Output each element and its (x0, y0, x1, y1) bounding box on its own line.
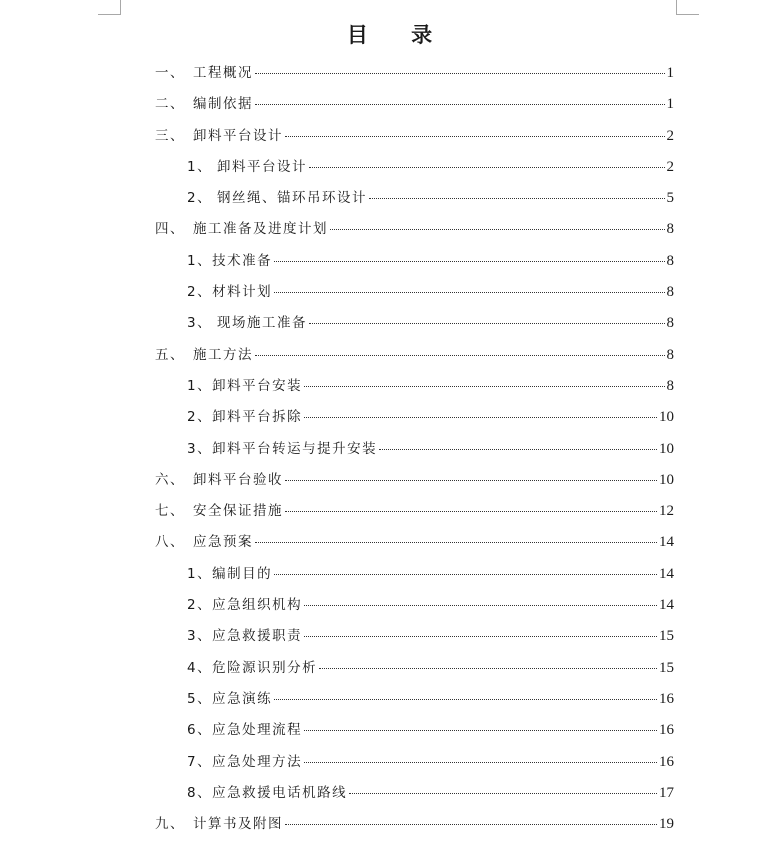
toc-entry-label: 应急组织机构 (212, 597, 303, 614)
toc-entry-page-number: 19 (659, 816, 674, 833)
toc-entry-label: 施工准备及进度计划 (193, 221, 328, 238)
toc-entry-label: 卸料平台设计 (217, 158, 307, 175)
toc-entry-page-number: 14 (659, 597, 674, 614)
toc-entry-number: 六、 (155, 471, 185, 488)
toc-entry-label: 安全保证措施 (193, 503, 283, 520)
toc-entry-page-number: 8 (666, 315, 674, 332)
toc-entry-number: 3、 (187, 440, 213, 457)
toc-entry-label: 钢丝绳、锚环吊环设计 (217, 190, 367, 207)
toc-entry-number: 2、 (187, 190, 213, 207)
toc-entry-number: 4、 (187, 659, 213, 676)
toc-entry-page-number: 16 (659, 690, 674, 707)
toc-entry-page-number: 14 (659, 534, 674, 551)
toc-entry-page-number: 8 (666, 221, 674, 238)
toc-entry-label: 应急预案 (193, 534, 253, 551)
toc-entry-number: 1、 (187, 377, 213, 394)
toc-entry-number: 2、 (187, 409, 213, 426)
toc-entry-label: 应急处理方法 (212, 753, 303, 770)
dot-leader (285, 511, 657, 512)
toc-entry-number: 1、 (187, 158, 213, 175)
toc-entry-page-number: 1 (666, 65, 674, 81)
toc-entry-label: 应急救援职责 (212, 628, 303, 645)
toc-entry-number: 1、 (187, 565, 213, 582)
toc-entry[interactable] (155, 778, 674, 809)
toc-entry-label: 应急处理流程 (212, 722, 303, 739)
dot-leader (304, 417, 657, 418)
toc-entry-number: 7、 (187, 753, 213, 770)
toc-entry-number: 九、 (155, 816, 185, 833)
dot-leader (255, 355, 665, 356)
toc-entry-label: 危险源识别分析 (212, 659, 318, 676)
toc-entry-label: 计算书及附图 (193, 816, 283, 833)
dot-leader (304, 762, 657, 763)
toc-entry-label: 现场施工准备 (217, 315, 307, 332)
dot-leader (330, 229, 665, 230)
toc-entry[interactable] (155, 590, 674, 621)
dot-leader (309, 167, 665, 168)
toc-entry-page-number: 1 (666, 96, 674, 113)
toc-entry-page-number: 10 (659, 409, 674, 426)
dot-leader (255, 73, 665, 74)
toc-entry[interactable] (155, 308, 674, 339)
toc-entry[interactable] (155, 58, 674, 89)
dot-leader (274, 699, 657, 700)
toc-entry-page-number: 16 (659, 753, 674, 770)
toc-entry-number: 二、 (155, 96, 185, 113)
toc-entry-label: 工程概况 (193, 65, 253, 81)
dot-leader (255, 542, 657, 543)
toc-entry[interactable] (155, 89, 674, 120)
toc-title: 目 录 (346, 23, 451, 47)
toc-entry-label: 应急救援电话机路线 (212, 784, 348, 801)
dot-leader (369, 198, 665, 199)
toc-entry[interactable] (155, 496, 674, 527)
toc-entry[interactable] (155, 152, 674, 183)
toc-entry[interactable] (155, 183, 674, 214)
toc-entry-number: 一、 (155, 65, 185, 81)
toc-entry-label: 技术准备 (212, 252, 273, 269)
toc-entry-label: 卸料平台安装 (212, 377, 303, 394)
dot-leader (379, 449, 657, 450)
crop-mark-top-right (676, 0, 699, 15)
toc-entry[interactable] (155, 340, 674, 371)
crop-mark-top-left (98, 0, 121, 15)
toc-entry-label: 材料计划 (212, 284, 273, 301)
toc-entry-label: 应急演练 (212, 690, 273, 707)
toc-entry-number: 3、 (187, 315, 213, 332)
dot-leader (304, 730, 657, 731)
toc-entry[interactable] (155, 621, 674, 652)
toc-entry-label: 卸料平台拆除 (212, 409, 303, 426)
toc-entry-page-number: 12 (659, 503, 674, 520)
dot-leader (274, 574, 657, 575)
toc-entry-number: 五、 (155, 346, 185, 363)
toc-entry-page-number: 17 (659, 784, 674, 801)
toc-entry[interactable] (155, 277, 674, 308)
toc-entry[interactable] (155, 214, 674, 245)
toc-entry-number: 3、 (187, 628, 213, 645)
dot-leader (304, 636, 657, 637)
toc-entry-number: 四、 (155, 221, 185, 238)
toc-entry-label: 卸料平台转运与提升安装 (212, 440, 378, 457)
toc-entry[interactable] (155, 715, 674, 746)
toc-entry-page-number: 8 (666, 377, 674, 394)
toc-entry[interactable] (155, 371, 674, 402)
dot-leader (304, 605, 657, 606)
toc-entry-page-number: 15 (659, 628, 674, 645)
toc-entry-number: 6、 (187, 722, 213, 739)
toc-entry[interactable] (155, 434, 674, 465)
toc-entry-page-number: 10 (659, 471, 674, 488)
dot-leader (255, 104, 665, 105)
toc-entry-number: 1、 (187, 252, 213, 269)
dot-leader (274, 261, 664, 262)
toc-entry-page-number: 5 (666, 190, 674, 207)
toc-entry[interactable] (155, 653, 674, 684)
toc-entry[interactable] (155, 465, 674, 496)
toc-entry-page-number: 8 (666, 284, 674, 301)
toc-entry[interactable] (155, 747, 674, 778)
dot-leader (319, 668, 657, 669)
toc-entry-label: 卸料平台设计 (193, 127, 283, 144)
toc-entry-number: 八、 (155, 534, 185, 551)
table-of-contents (155, 58, 674, 840)
toc-entry-page-number: 8 (666, 346, 674, 363)
toc-entry[interactable] (155, 121, 674, 152)
toc-entry-number: 七、 (155, 503, 185, 520)
toc-entry-page-number: 2 (666, 127, 674, 144)
toc-entry-label: 编制目的 (212, 565, 273, 582)
toc-entry-label: 卸料平台验收 (193, 471, 283, 488)
toc-entry-number: 2、 (187, 597, 213, 614)
toc-entry-number: 2、 (187, 284, 213, 301)
toc-entry-page-number: 16 (659, 722, 674, 739)
dot-leader (285, 824, 657, 825)
toc-entry[interactable] (155, 402, 674, 433)
dot-leader (304, 386, 664, 387)
toc-entry[interactable] (155, 809, 674, 840)
toc-entry-page-number: 14 (659, 565, 674, 582)
toc-entry[interactable] (155, 527, 674, 558)
toc-entry-label: 编制依据 (193, 96, 253, 113)
dot-leader (349, 793, 657, 794)
dot-leader (285, 136, 665, 137)
dot-leader (309, 323, 665, 324)
toc-entry[interactable] (155, 559, 674, 590)
toc-entry-page-number: 15 (659, 659, 674, 676)
toc-entry[interactable] (155, 246, 674, 277)
toc-entry-label: 施工方法 (193, 346, 253, 363)
toc-entry[interactable] (155, 684, 674, 715)
dot-leader (274, 292, 664, 293)
dot-leader (285, 480, 657, 481)
toc-entry-number: 5、 (187, 690, 213, 707)
toc-entry-number: 三、 (155, 127, 185, 144)
toc-entry-page-number: 10 (659, 440, 674, 457)
toc-entry-number: 8、 (187, 784, 213, 801)
toc-entry-page-number: 2 (666, 158, 674, 175)
toc-entry-page-number: 8 (666, 252, 674, 269)
